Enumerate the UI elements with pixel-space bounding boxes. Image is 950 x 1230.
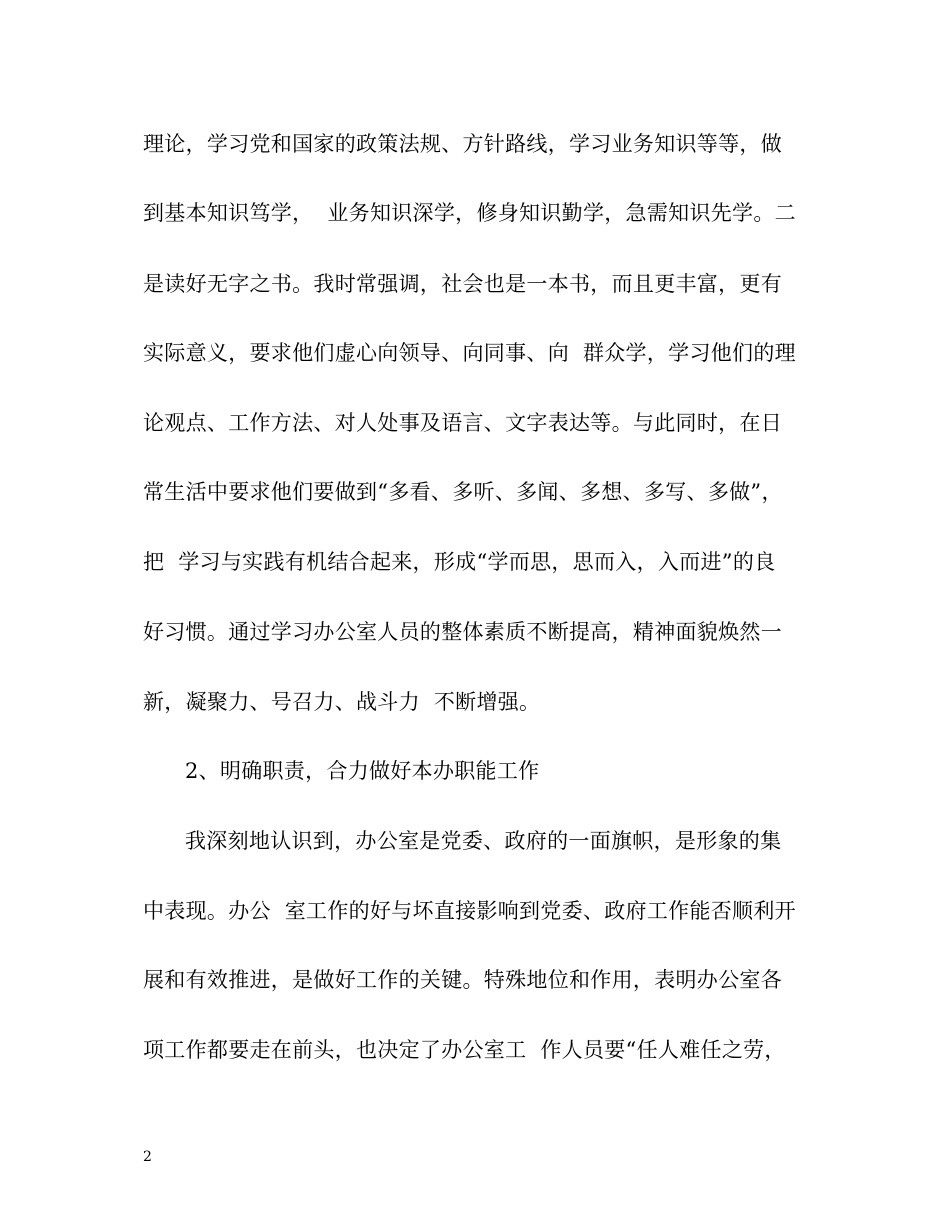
body-text-line: 到基本知识笃学， 业务知识深学，修身知识勤学，急需知识先学。二 [143,201,796,225]
paragraph-first-line: 我深刻地认识到，办公室是党委、政府的一面旗帜，是形象的集 [185,829,782,853]
section-heading: 2、明确职责，合力做好本办职能工作 [185,759,540,783]
body-text-line: 把 学习与实践有机结合起来，形成“学而思，思而入，入而进”的良 [143,550,776,574]
body-text-line: 新，凝聚力、号召力、战斗力 不断增强。 [143,690,541,714]
body-text-line: 论观点、工作方法、对人处事及语言、文字表达等。与此同时，在日 [143,411,782,435]
body-text-line: 实际意义，要求他们虚心向领导、向同事、向 群众学，学习他们的理 [143,341,796,365]
body-text-line: 理论，学习党和国家的政策法规、方针路线，学习业务知识等等，做 [143,132,782,156]
body-text-line: 项工作都要走在前头，也决定了办公室工 作人员要“任人难任之劳， [143,1038,786,1062]
body-text-line: 常生活中要求他们要做到“多看、多听、多闻、多想、多写、多做”， [143,480,783,504]
body-text-line: 是读好无字之书。我时常强调，社会也是一本书，而且更丰富，更有 [143,272,782,296]
body-text-line: 中表现。办公 室工作的好与坏直接影响到党委、政府工作能否顺利开 [143,899,796,923]
body-text-line: 展和有效推进，是做好工作的关键。特殊地位和作用，表明办公室各 [143,968,782,992]
body-text-line: 好习惯。通过学习办公室人员的整体素质不断提高，精神面貌焕然一 [143,620,782,644]
page-number: 2 [143,1149,152,1165]
